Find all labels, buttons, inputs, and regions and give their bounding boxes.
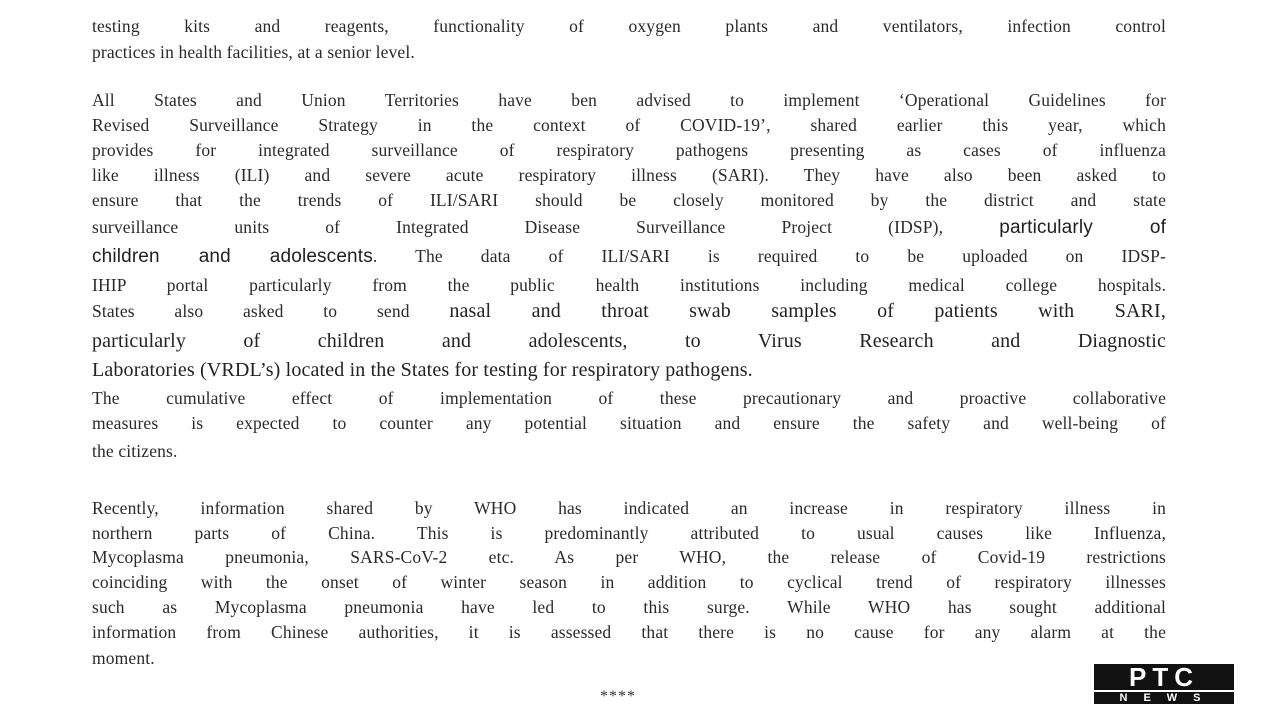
text-line: such as Mycoplasma pneumonia have led to this surge. While WHO has sought additional: [92, 597, 1166, 617]
text-line: Laboratories (VRDL’s) located in the States for testing for respiratory pathogens.: [92, 359, 753, 381]
text-line: Revised Surveillance Strategy in the context of COVID-19’, shared earlier this year, which: [92, 115, 1166, 135]
text-line: Recently, information shared by WHO has indicated an increase in respiratory illness in: [92, 498, 1166, 518]
text-line: northern parts of China. This is predominantly attributed to usual causes like Influenza,: [92, 523, 1166, 543]
text-line: practices in health facilities, at a senior level.: [92, 42, 415, 62]
text-line: Mycoplasma pneumonia, SARS-CoV-2 etc. As per WHO, the release of Covid-19 restrictions: [92, 547, 1166, 567]
text-line: coinciding with the onset of winter season in addition to cyclical trend of respiratory illnesses: [92, 572, 1166, 592]
text-segment: surveillance units of Integrated Disease Surveillance Project (IDSP),: [92, 217, 944, 237]
text-line: measures is expected to counter any potential situation and ensure the safety and well-being of: [92, 413, 1166, 433]
text-line: IHIP portal particularly from the public health institutions including medical college hospitals.: [92, 275, 1166, 295]
text-segment: States also asked to send: [92, 301, 410, 321]
text-line: All States and Union Territories have ben advised to implement ‘Operational Guidelines for: [92, 90, 1166, 110]
text-line: The cumulative effect of implementation of these precautionary and proactive collaborative: [92, 388, 1166, 408]
highlighted-text: children and adolescents: [92, 246, 373, 267]
logo-text-bottom: NEWS: [1094, 692, 1234, 704]
text-line: moment.: [92, 648, 155, 668]
text-line: [92, 300, 1166, 322]
ptc-news-logo: [1094, 664, 1234, 704]
text-line: [92, 216, 1166, 239]
text-line: ensure that the trends of ILI/SARI should be closely monitored by the district and state: [92, 190, 1166, 210]
end-marker: ****: [600, 688, 636, 705]
text-line: like illness (ILI) and severe acute respiratory illness (SARI). They have also been asked to: [92, 165, 1166, 185]
text-line: provides for integrated surveillance of respiratory pathogens presenting as cases of influenza: [92, 140, 1166, 160]
text-line: the citizens.: [92, 441, 178, 461]
highlighted-text: particularly of: [999, 217, 1166, 238]
text-line: [92, 245, 1166, 268]
text-line: particularly of children and adolescents, to Virus Research and Diagnostic: [92, 330, 1166, 352]
text-segment: . The data of ILI/SARI is required to be uploaded on IDSP-: [372, 246, 1166, 266]
text-line: testing kits and reagents, functionality of oxygen plants and ventilators, infection control: [92, 16, 1166, 36]
text-line: information from Chinese authorities, it is assessed that there is no cause for any alarm at the: [92, 622, 1166, 642]
highlighted-text: nasal and throat swab samples of patients with SARI,: [449, 300, 1167, 322]
logo-text-top: PTC: [1094, 664, 1234, 690]
